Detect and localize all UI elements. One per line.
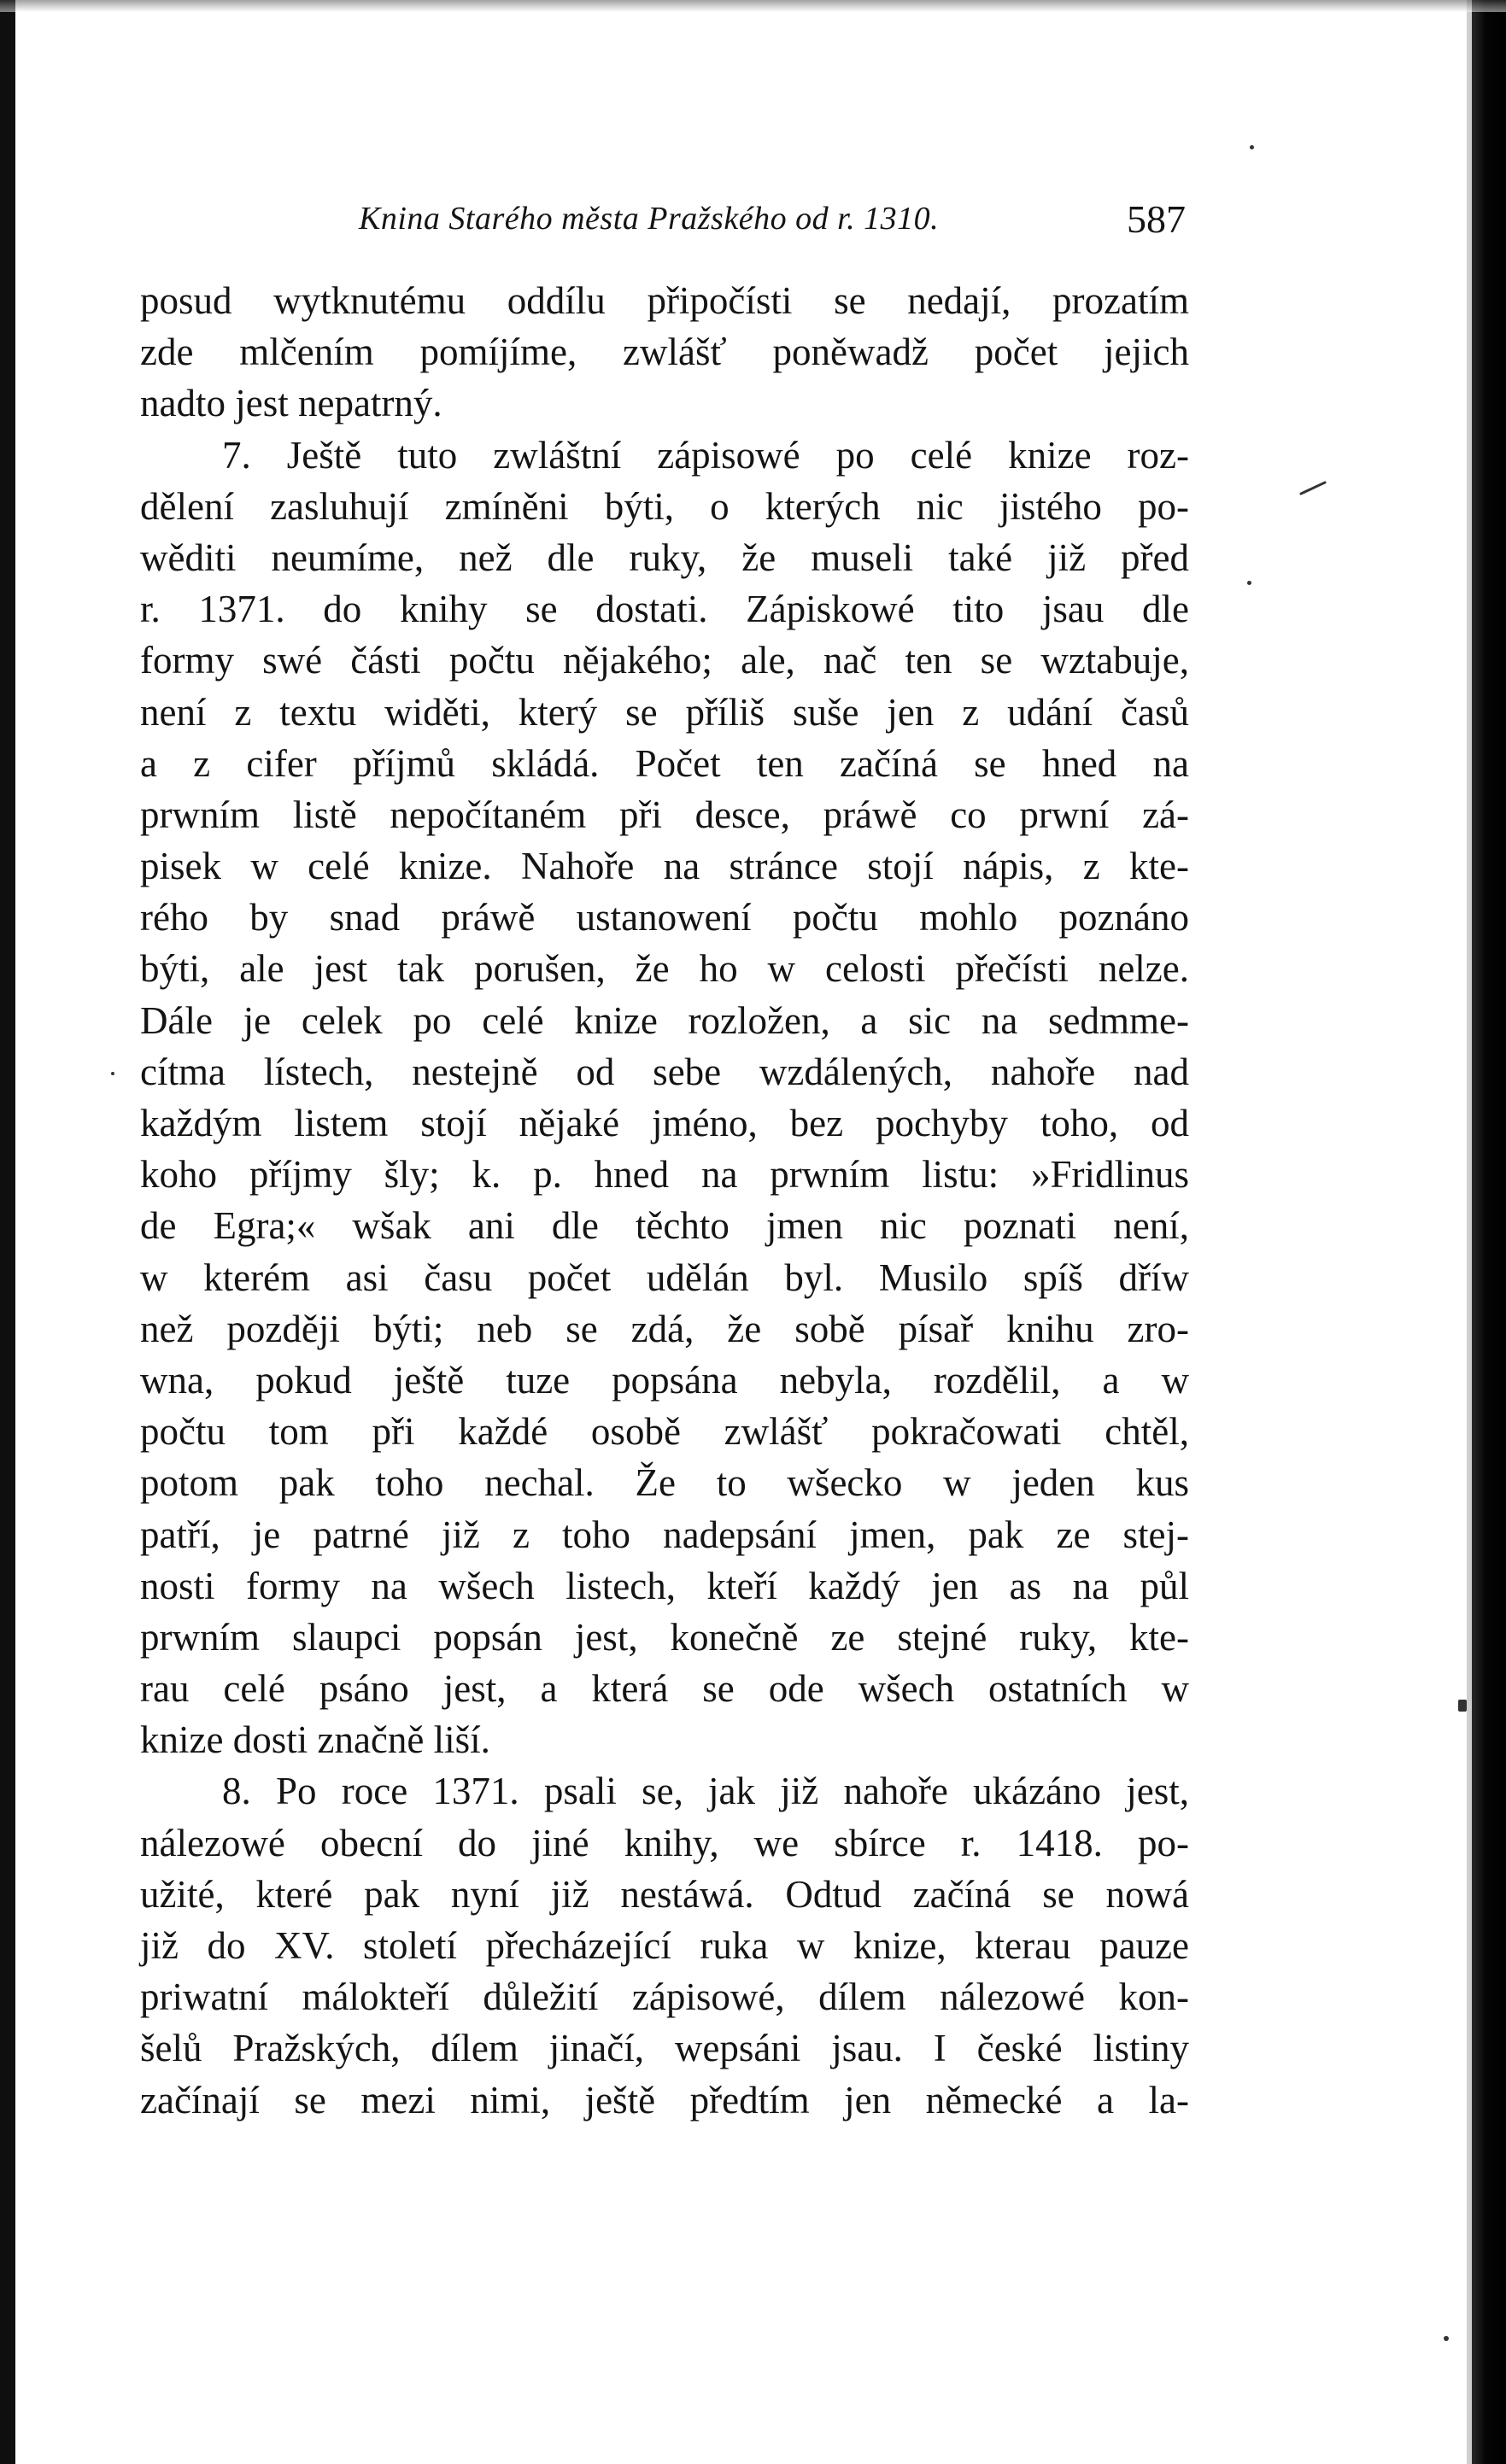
text-line: wěditi neumíme, než dle ruky, že museli také již před xyxy=(140,536,1189,579)
text-line: není z textu widěti, který se příliš suše jen z udání časů xyxy=(140,690,1189,734)
text-line: prwním listě nepočítaném při desce, práwě co prwní zá- xyxy=(140,793,1189,836)
text-line: r. 1371. do knihy se dostati. Zápiskowé tito jsau dle xyxy=(140,588,1189,631)
scan-top-edge xyxy=(0,0,1506,12)
text-line: formy swé části počtu nějakého; ale, nač ten se wztabuje, xyxy=(140,639,1189,682)
text-line: rého by snad práwě ustanowení počtu mohlo poznáno xyxy=(140,896,1189,939)
scan-speck xyxy=(1458,1700,1467,1712)
text-line: počtu tom při každé osobě zwlášť pokračowati chtěl, xyxy=(140,1410,1189,1454)
text-line: wna, pokud ještě tuze popsána nebyla, rozdělil, a w xyxy=(140,1358,1189,1402)
text-line: koho příjmy šly; k. p. hned na prwním listu: »Fridlinus xyxy=(140,1153,1189,1197)
text-line: začínají se mezi nimi, ještě předtím jen německé a la- xyxy=(140,2078,1189,2122)
text-line: knize dosti značně liší. xyxy=(140,1718,490,1762)
text-line: nálezowé obecní do jiné knihy, we sbírce r. 1418. po- xyxy=(140,1821,1189,1864)
text-line: již do XV. století přecházející ruka w knize, kterau pauze xyxy=(140,1924,1189,1967)
text-line: 8. Po roce 1371. psali se, jak již nahoře ukázáno jest, xyxy=(222,1770,1189,1813)
scan-speck xyxy=(1250,145,1254,149)
text-line: zde mlčením pomíjíme, zwlášť poněwadž počet jejich xyxy=(140,331,1189,374)
scan-speck xyxy=(111,1072,114,1075)
text-line: patří, je patrné již z toho nadepsání jmen, pak ze stej- xyxy=(140,1513,1189,1556)
text-line: pisek w celé knize. Nahoře na stránce stojí nápis, z kte- xyxy=(140,845,1189,888)
text-line: prwním slaupci popsán jest, konečně ze stejné ruky, kte- xyxy=(140,1615,1189,1659)
scan-speck xyxy=(1247,581,1251,585)
running-head-title: Knina Starého města Pražského od r. 1310. xyxy=(359,201,940,237)
text-line: rau celé psáno jest, a která se ode wšech ostatních w xyxy=(140,1667,1189,1711)
text-line: užité, které pak nyní již nestáwá. Odtud začíná se nowá xyxy=(140,1872,1189,1916)
text-line: dělení zasluhují zmíněni býti, o kterých nic jistého po- xyxy=(140,484,1189,528)
scan-right-edge xyxy=(1472,0,1506,2464)
text-line: cítma lístech, nestejně od sebe wzdálených, nahoře nad xyxy=(140,1050,1189,1093)
text-line: nosti formy na wšech listech, kteří každý jen as na půl xyxy=(140,1564,1189,1607)
page-body-text xyxy=(140,275,1189,2126)
text-line: de Egra;« wšak ani dle těchto jmen nic poznati není, xyxy=(140,1204,1189,1248)
text-line: 7. Ještě tuto zwláštní zápisowé po celé knize roz- xyxy=(222,433,1189,477)
text-line: býti, ale jest tak porušen, že ho w celosti přečísti nelze. xyxy=(140,947,1189,991)
text-line: Dále je celek po celé knize rozložen, a sic na sedmme- xyxy=(140,998,1189,1042)
text-line: w kterém asi času počet udělán byl. Musilo spíš dříw xyxy=(140,1255,1189,1299)
text-line: každým listem stojí nějaké jméno, bez pochyby toho, od xyxy=(140,1102,1189,1144)
scan-left-edge xyxy=(0,0,15,2464)
text-line: šelů Pražských, dílem jinačí, wepsáni jsau. I české listiny xyxy=(140,2027,1189,2070)
text-line: než později býti; neb se zdá, že sobě písař knihu zro- xyxy=(140,1307,1189,1350)
page-number: 587 xyxy=(1127,197,1186,241)
text-line: potom pak toho nechal. Že to wšecko w jeden kus xyxy=(140,1461,1189,1505)
text-line: posud wytknutému oddílu připočísti se nedají, prozatím xyxy=(140,279,1189,322)
text-line: a z cifer příjmů skládá. Počet ten začíná se hned na xyxy=(140,741,1189,785)
scan-speck xyxy=(1444,2336,1449,2341)
text-line: priwatní málokteří důležití zápisowé, dílem nálezowé kon- xyxy=(140,1975,1189,2019)
text-line: nadto jest nepatrný. xyxy=(140,382,442,425)
page-header xyxy=(137,193,1204,253)
scan-speck xyxy=(1299,481,1327,495)
